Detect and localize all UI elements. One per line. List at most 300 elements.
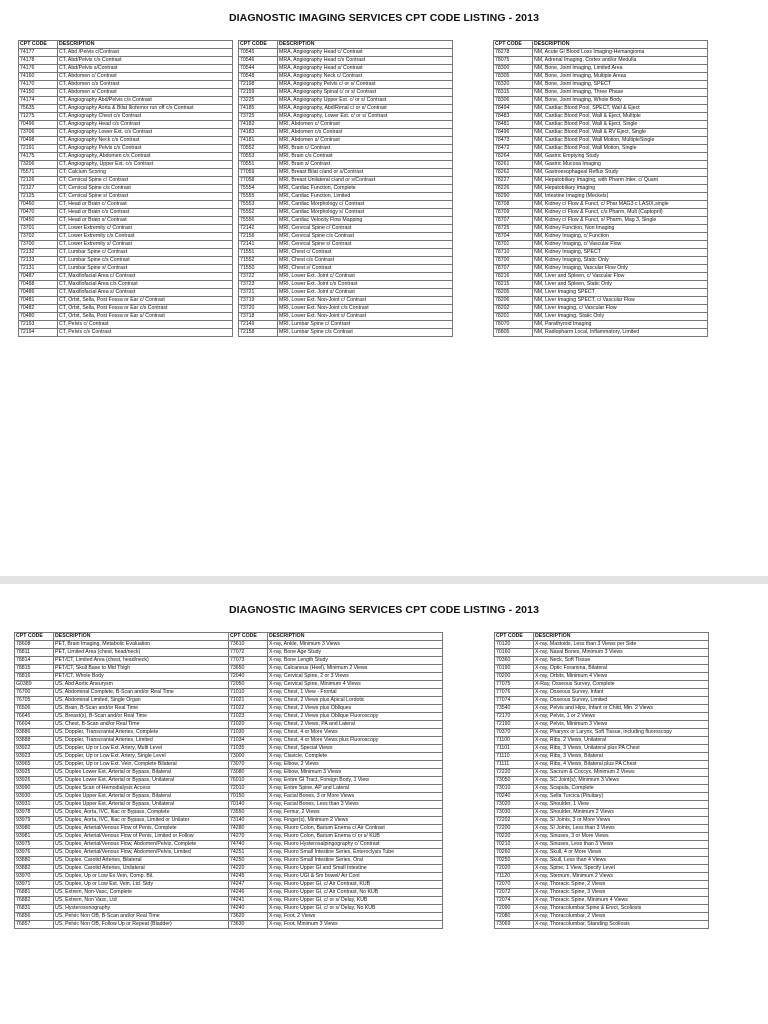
description-cell: X-ray, Foot, 2 Views (268, 913, 443, 921)
cpt-code-cell: 78206 (494, 297, 533, 305)
cpt-code-cell: 72020 (495, 865, 534, 873)
table-row (495, 921, 709, 929)
description-cell: X-ray, Fluoro Small Intestine Series, Oral (268, 857, 443, 865)
cpt-code-cell: 78305 (494, 73, 533, 81)
table-row (19, 161, 233, 169)
table-row (495, 665, 709, 673)
table-row (15, 753, 229, 761)
table-row (19, 113, 233, 121)
description-cell: X-ray, Bone Age Study (268, 649, 443, 657)
table-header-row (495, 633, 709, 641)
table-row (19, 73, 233, 81)
table-row (495, 785, 709, 793)
table-row (239, 129, 453, 137)
description-cell: NM, Kidney Imaging, c/ Function (533, 233, 708, 241)
description-cell: X-ray, Skull, Less than 4 Views (534, 857, 709, 865)
cpt-code-cell: 70240 (495, 793, 534, 801)
description-cell: US, Duplex Upper Ext. Arterial or Bypass, Unilateral (54, 801, 229, 809)
cpt-code-cell: 73723 (239, 281, 278, 289)
cpt-code-cell: 70553 (239, 153, 278, 161)
table-row (495, 657, 709, 665)
cpt-code-cell: 78494 (494, 105, 533, 113)
table-row (494, 169, 708, 177)
table-row (15, 897, 229, 905)
description-cell: X-ray, Chest, 2 Views, PA and Lateral (268, 721, 443, 729)
cpt-code-cell: 78300 (494, 65, 533, 73)
description-cell: X-ray, Cervical Spine, 2 or 3 Views (268, 673, 443, 681)
table-row (19, 89, 233, 97)
description-cell: X-ray, Osseous Survey, Infant (534, 689, 709, 697)
description-cell: X-ray, Fluoro Small Intestine Series, Enteroclysis Tube (268, 849, 443, 857)
table-row (495, 705, 709, 713)
cpt-code-cell: 72156 (239, 233, 278, 241)
cpt-code-cell: 93971 (15, 881, 54, 889)
table-row (19, 129, 233, 137)
table-row (19, 177, 233, 185)
table-row (19, 209, 233, 217)
column-header-description: DESCRIPTION (278, 41, 453, 49)
description-cell: X-ray, Fluoro Colon, Barium Enema c/ or s/ KUB (268, 833, 443, 841)
cpt-code-cell: 72070 (495, 881, 534, 889)
table-row (495, 689, 709, 697)
table-row (494, 121, 708, 129)
cpt-code-cell: 78262 (494, 169, 533, 177)
description-cell: NM, Liver Imaging, Static Only (533, 313, 708, 321)
column-header-description: DESCRIPTION (533, 41, 708, 49)
table-row (495, 833, 709, 841)
table-row (19, 305, 233, 313)
cpt-code-cell: 72080 (495, 913, 534, 921)
table-row (229, 873, 443, 881)
table-row (239, 313, 453, 321)
cpt-code-cell: 78075 (494, 57, 533, 65)
description-cell: X-ray, Clavicle, Complete (268, 753, 443, 761)
table-row (19, 249, 233, 257)
description-cell: NM, Adrenal Imaging, Cortex and/or Medulla (533, 57, 708, 65)
table-row (494, 105, 708, 113)
description-cell: US, Duplex, Aorta, IVC, Iliac or Bypass, Limited or Unilater (54, 817, 229, 825)
table-row (495, 729, 709, 737)
column-header-cpt-code: CPT CODE (494, 41, 533, 49)
table-row (494, 65, 708, 73)
table-row (494, 89, 708, 97)
table-row (495, 641, 709, 649)
table-row (239, 113, 453, 121)
description-cell: CT, Lower Extremity c/ Contrast (58, 225, 233, 233)
description-cell: CT, Angiography Chest c/s Contrast (58, 113, 233, 121)
column-header-description: DESCRIPTION (54, 633, 229, 641)
column-header-cpt-code: CPT CODE (229, 633, 268, 641)
cpt-code-cell: 78811 (15, 649, 54, 657)
description-cell: X-ray, Pelvis, Minimum 3 Views (534, 721, 709, 729)
table-row (495, 697, 709, 705)
cpt-code-cell: 72090 (495, 905, 534, 913)
description-cell: CT, Pelvis c/ Contrast (58, 321, 233, 329)
table-row (15, 881, 229, 889)
table-row (229, 769, 443, 777)
table-row (19, 217, 233, 225)
column-header-description: DESCRIPTION (534, 633, 709, 641)
description-cell: NM, Kidney Function, Non Imaging (533, 225, 708, 233)
description-cell: NM, Acute GI Blood Loss Imaging-Hemangioma (533, 49, 708, 57)
table-row (239, 281, 453, 289)
description-cell: X-ray, Mastoids, Less than 3 Views per Side (534, 641, 709, 649)
table-row (239, 201, 453, 209)
cpt-code-cell: 70250 (495, 857, 534, 865)
table-row (239, 249, 453, 257)
description-cell: MRA, Angiography Pelvis c/ or s/ Contrast (278, 81, 453, 89)
cpt-code-cell: 73706 (19, 129, 58, 137)
table-row (229, 721, 443, 729)
cpt-code-cell: 73610 (229, 641, 268, 649)
description-cell: X-ray, Cervical Spine, Minimum 4 Views (268, 681, 443, 689)
description-cell: X-ray, Ribs, 3 Views, Bilateral (534, 753, 709, 761)
page-separator (0, 576, 768, 584)
cpt-code-cell: 76645 (15, 713, 54, 721)
cpt-code-cell: 71020 (229, 721, 268, 729)
table-row (239, 193, 453, 201)
description-cell: X-ray, Chest, 1 View - Frontal (268, 689, 443, 697)
cpt-code-cell: 70552 (239, 145, 278, 153)
cpt-code-cell: 78815 (15, 665, 54, 673)
description-cell: CT, Angiography Head c/s Contrast (58, 121, 233, 129)
table-row (229, 817, 443, 825)
description-cell: X-ray, Chest, Special Views (268, 745, 443, 753)
table-row (494, 241, 708, 249)
table-row (495, 801, 709, 809)
table-row (495, 777, 709, 785)
cpt-code-cell: 70460 (19, 201, 58, 209)
table-row (495, 793, 709, 801)
table-row (15, 905, 229, 913)
cpt-code-cell: 93979 (15, 817, 54, 825)
cpt-code-cell: 70551 (239, 161, 278, 169)
description-cell: X-ray, Shoulder, 1 View (534, 801, 709, 809)
table-row (495, 841, 709, 849)
description-cell: US, Duplex, Arterial/Venous Flow of Penis, Complete (54, 825, 229, 833)
description-cell: NM, Gastric Emptying Study (533, 153, 708, 161)
description-cell: MRA, Angiography Upper Ext. c/ or s/ Contrast (278, 97, 453, 105)
description-cell: US, Duplex, Aorta, IVC, Iliac or Bypass, Complete (54, 809, 229, 817)
page-title: DIAGNOSTIC IMAGING SERVICES CPT CODE LISTING - 2013 (228, 604, 540, 616)
cpt-code-cell: 93980 (15, 825, 54, 833)
cpt-code-cell: 71111 (495, 761, 534, 769)
description-cell: X-ray, Chest, 4 or More Views plus Fluoroscopy (268, 737, 443, 745)
description-cell: NM, Parathyroid Imaging (533, 321, 708, 329)
cpt-code-cell: 78704 (494, 233, 533, 241)
cpt-code-cell: 72131 (19, 265, 58, 273)
cpt-code-cell: 76857 (15, 921, 54, 929)
description-cell: NM, Radiopharm Local, Inflammatory, Limited (533, 329, 708, 337)
description-cell: X-ray, Elbow, 2 Views (268, 761, 443, 769)
table-row (229, 889, 443, 897)
description-cell: CT, Angiography Lower Ext. c/s Contrast (58, 129, 233, 137)
table-row (239, 233, 453, 241)
table-row (494, 217, 708, 225)
description-cell: X-ray, Thoracolumbar, 2 Views (534, 913, 709, 921)
cpt-code-cell: 71030 (229, 729, 268, 737)
cpt-code-cell: 70482 (19, 305, 58, 313)
cpt-code-cell: 72141 (239, 241, 278, 249)
table-row (494, 193, 708, 201)
cpt-code-cell: 93981 (15, 833, 54, 841)
table-row (19, 193, 233, 201)
cpt-code-cell: 73701 (19, 225, 58, 233)
table-row (15, 697, 229, 705)
cpt-code-cell: 78215 (494, 281, 533, 289)
description-cell: MRI, Lower Ext. Joint s/ Contrast (278, 289, 453, 297)
cpt-code-cell: 78261 (494, 161, 533, 169)
table-row (229, 673, 443, 681)
description-cell: X-ray, Calcaneus (Heel), Minimum 2 Views (268, 665, 443, 673)
table-row (495, 753, 709, 761)
cpt-code-cell: 71550 (239, 265, 278, 273)
cpt-code-cell: 73070 (229, 761, 268, 769)
description-cell: MRI, Cervical Spine s/ Contrast (278, 241, 453, 249)
description-cell: X-ray, Chest, 2 Views plus Obliques (268, 705, 443, 713)
description-cell: PET, Limited Area (chest, head/neck) (54, 649, 229, 657)
table-row (495, 857, 709, 865)
description-cell: PET, Brain Imaging, Metabolic Evaluation (54, 641, 229, 649)
description-cell: US, Duplex Lower Ext. Arterial or Bypass, Unilateral (54, 777, 229, 785)
cpt-code-cell: 78805 (494, 329, 533, 337)
description-cell: X-ray, Pharynx or Larynx, Soft Tissue, including fluoroscopy (534, 729, 709, 737)
description-cell: US, Duplex, Arterial/Venous Flow, Abdomen/Pelvis, Limited (54, 849, 229, 857)
description-cell: MRI, Cardiac Morphology c/ Contrast (278, 201, 453, 209)
cpt-code-cell: 93926 (15, 777, 54, 785)
cpt-code-cell: 77073 (229, 657, 268, 665)
description-cell: US, Duplex, Carotid Arteries, Unilateral (54, 865, 229, 873)
table-row (15, 689, 229, 697)
cpt-code-cell: 74245 (229, 873, 268, 881)
cpt-code-cell: 72158 (239, 329, 278, 337)
table-row (495, 881, 709, 889)
cpt-code-cell: 72050 (229, 681, 268, 689)
cpt-code-cell: 75554 (239, 185, 278, 193)
description-cell: MRI, Abdomen c/s Contrast (278, 129, 453, 137)
table-row (239, 273, 453, 281)
cpt-code-cell: 73719 (239, 297, 278, 305)
table-row (495, 761, 709, 769)
description-cell: CT, Lower Extremity c/s Contrast (58, 233, 233, 241)
description-cell: US, Abd Aortic Aneurysm (54, 681, 229, 689)
table-row (15, 809, 229, 817)
table-row (19, 233, 233, 241)
table-row (15, 865, 229, 873)
table-row (494, 57, 708, 65)
cpt-code-cell: 74270 (229, 833, 268, 841)
table-row (15, 737, 229, 745)
table-row (239, 329, 453, 337)
description-cell: US, Duplex, Arterial/Venous Flow, Abdomen/Pelvis, Complete (54, 841, 229, 849)
table-row (495, 897, 709, 905)
description-cell: X-ray, Chest, 2 Views plus Apical Lordotic (268, 697, 443, 705)
table-row (15, 857, 229, 865)
description-cell: CT, Angiography, Upper Ext. c/s Contrast (58, 161, 233, 169)
table-row (229, 761, 443, 769)
description-cell: US, Doppler, Up or Low Ext. Artery, Multi Level (54, 745, 229, 753)
cpt-code-cell: 77059 (239, 169, 278, 177)
description-cell: CT, Lumbar Spine c/s Contrast (58, 257, 233, 265)
table-row (229, 857, 443, 865)
description-cell: NM, Kidney Imaging, c/ Vascular Flow (533, 241, 708, 249)
cpt-code-cell: 77076 (495, 689, 534, 697)
description-cell: X-ray, Ribs, 2 Views, Unilateral (534, 737, 709, 745)
table-row (494, 161, 708, 169)
description-cell: CT, Angiography Neck c/s Contrast (58, 137, 233, 145)
cpt-code-cell: 93978 (15, 809, 54, 817)
cpt-code-cell: 74177 (19, 49, 58, 57)
description-cell: CT, Pelvis c/s Contrast (58, 329, 233, 337)
table-row (239, 161, 453, 169)
cpt-code-cell: 78320 (494, 81, 533, 89)
cpt-code-cell: 74220 (229, 865, 268, 873)
cpt-code-cell: 73721 (239, 289, 278, 297)
cpt-code-cell: 72200 (495, 825, 534, 833)
cpt-code-cell: 74170 (19, 81, 58, 89)
table-row (494, 209, 708, 217)
table-row (19, 321, 233, 329)
description-cell: NM, Liver Imaging, c/ Vascular Flow (533, 305, 708, 313)
description-cell: X-ray, Chest, 4 or More Views (268, 729, 443, 737)
table-row (239, 185, 453, 193)
description-cell: X-ray, Osseous Survey, Limited (534, 697, 709, 705)
description-cell: CT, Lumbar Spine s/ Contrast (58, 265, 233, 273)
table-row (229, 689, 443, 697)
table-row (239, 153, 453, 161)
description-cell: X-ray, Facial Bones, Less than 3 Views (268, 801, 443, 809)
table-row (229, 785, 443, 793)
table-row (239, 81, 453, 89)
cpt-code-cell: 78205 (494, 289, 533, 297)
description-cell: NM, Intestine Imaging (Meckels) (533, 193, 708, 201)
cpt-code-cell: 93922 (15, 745, 54, 753)
description-cell: CT, Cervical Spine c/s Contrast (58, 185, 233, 193)
cpt-code-cell: 93990 (15, 785, 54, 793)
cpt-code-cell: 76700 (15, 689, 54, 697)
cpt-code-cell: 70487 (19, 273, 58, 281)
description-cell: US, Hysterosonography (54, 905, 229, 913)
description-cell: X-ray, Thoracic Spine, 3 Views (534, 889, 709, 897)
description-cell: US, Abdominal Limited, Single Organ (54, 697, 229, 705)
table-header-row (15, 633, 229, 641)
description-cell: CT, Calcium Scoring (58, 169, 233, 177)
cpt-code-cell: 73722 (239, 273, 278, 281)
cpt-code-cell: 73620 (229, 913, 268, 921)
table-row (239, 169, 453, 177)
cpt-code-cell: 93886 (15, 729, 54, 737)
cpt-code-cell: 75635 (19, 105, 58, 113)
description-cell: MRA, Angiography Head c/s Contrast (278, 57, 453, 65)
description-cell: US, Abdominal Complete, B-Scan and/or Real Time (54, 689, 229, 697)
cpt-code-cell: 70546 (239, 57, 278, 65)
description-cell: NM, Cardiac Blood Pool, Wall & Eject, Single (533, 121, 708, 129)
cpt-code-cell: 73650 (229, 665, 268, 673)
description-cell: CT, Orbit, Sella, Post Fossa or Ear c/s Contrast (58, 305, 233, 313)
cpt-code-cell: 78481 (494, 121, 533, 129)
description-cell: US, Duplex, Arterial/Venous Flow of Penis, Limited or Follow (54, 833, 229, 841)
description-cell: CT, Orbit, Sella, Post Fossa or Ear c/ Contrast (58, 297, 233, 305)
description-cell: X-ray, Thoracic Spine, Minimum 4 Views (534, 897, 709, 905)
table-row (229, 729, 443, 737)
description-cell: X-ray, Entire GI Tract, Foreign Body, 1 View (268, 777, 443, 785)
description-cell: NM, Bone, Joint Imaging, Limited Area (533, 65, 708, 73)
table-row (239, 289, 453, 297)
table-row (15, 665, 229, 673)
table-row (239, 257, 453, 265)
column-header-cpt-code: CPT CODE (15, 633, 54, 641)
description-cell: CT, Head or Brain s/ Contrast (58, 217, 233, 225)
description-cell: MRA, Angiography, Abd/Renal c/ or s/ Contrast (278, 105, 453, 113)
cpt-code-cell: 77075 (495, 681, 534, 689)
cpt-code-cell: 74182 (239, 121, 278, 129)
description-cell: US, Duplex, Up or Low Ex.Vein, Comp. Bil. (54, 873, 229, 881)
description-cell: X-ray, Pelvis and Hips, Infant or Child, Min. 2 Views (534, 705, 709, 713)
table-row (494, 257, 708, 265)
table-row (494, 97, 708, 105)
cpt-table-column (493, 40, 708, 337)
table-row (19, 241, 233, 249)
table-row (494, 113, 708, 121)
table-row (15, 801, 229, 809)
description-cell: X-ray, Entire Spine, AP and Lateral (268, 785, 443, 793)
description-cell: US, Chest, B-Scan and/or Real Time (54, 721, 229, 729)
page-title: DIAGNOSTIC IMAGING SERVICES CPT CODE LISTING - 2013 (228, 12, 540, 24)
cpt-code-cell: 93880 (15, 857, 54, 865)
description-cell: CT, Abdomen c/s Contrast (58, 81, 233, 89)
description-cell: NM, Bone, Joint Imaging, Whole Body (533, 97, 708, 105)
table-row (19, 49, 233, 57)
cpt-code-cell: 73225 (239, 97, 278, 105)
table-row (229, 913, 443, 921)
description-cell: X-ray, Ribs, 4 Views, Bilateral plus PA Chest (534, 761, 709, 769)
cpt-code-cell: 71275 (19, 113, 58, 121)
description-cell: CT, Abd/Pelvis s/Contrast (58, 65, 233, 73)
table-header-row (239, 41, 453, 49)
description-cell: X-ray, Shoulder, Minimum 2 Views (534, 809, 709, 817)
cpt-code-cell: 72194 (19, 329, 58, 337)
description-cell: NM, Cardiac Blood Pool, Wall Motion, MultipleSingle (533, 137, 708, 145)
table-row (229, 809, 443, 817)
description-cell: CT, Abd /Pelvis c/Contrast (58, 49, 233, 57)
table-row (19, 313, 233, 321)
description-cell: X-ray, Neck, Soft Tissue (534, 657, 709, 665)
table-row (15, 825, 229, 833)
description-cell: NM, Liver and Spleen, c/ Vascular Flow (533, 273, 708, 281)
table-header-row (19, 41, 233, 49)
cpt-code-cell: 73080 (229, 769, 268, 777)
table-row (15, 849, 229, 857)
table-row (15, 641, 229, 649)
description-cell: X-ray, SI Joints, 3 or More Views (534, 817, 709, 825)
cpt-code-cell: 74181 (239, 137, 278, 145)
description-cell: NM, Liver and Spleen, Static Only (533, 281, 708, 289)
cpt-code-cell: 77074 (495, 697, 534, 705)
table-row (494, 265, 708, 273)
column-header-cpt-code: CPT CODE (239, 41, 278, 49)
description-cell: NM, Cardiac Blood Pool, Wall & RV Eject, Single (533, 129, 708, 137)
cpt-code-cell: 78315 (494, 89, 533, 97)
cpt-code-cell: 78264 (494, 153, 533, 161)
table-row (229, 745, 443, 753)
description-cell: NM, Liver Imaging SPECT (533, 289, 708, 297)
table-row (494, 329, 708, 337)
cpt-code-cell: 75552 (239, 209, 278, 217)
cpt-code-cell: 78708 (494, 201, 533, 209)
cpt-code-cell: 93965 (15, 761, 54, 769)
table-row (495, 649, 709, 657)
cpt-code-cell: 74740 (229, 841, 268, 849)
